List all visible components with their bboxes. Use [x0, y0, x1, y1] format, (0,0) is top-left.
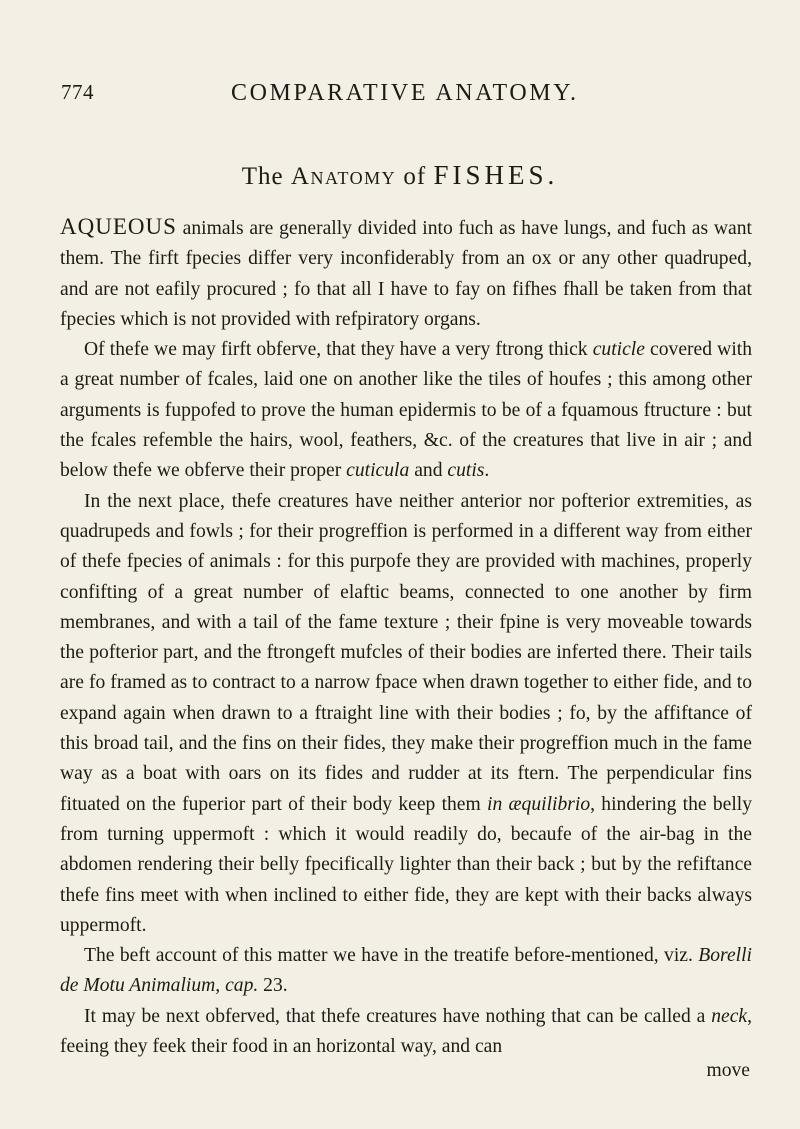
- term-cutis: cutis: [447, 460, 485, 482]
- page-number: 774: [61, 80, 94, 104]
- term-aequilibrio: in æquilibrio: [487, 793, 591, 815]
- paragraph-2-text-b: covered with a great number of fcales, laid one on another like the tiles of houfes ; this among other arguments is fuppofed to prove the human epidermis to be of a fquamous ftructure : but the fcales refemble the hairs, wool, feathers, &c. of the creatures that live in air ; and below thefe we obferve their proper: [60, 339, 752, 482]
- paragraph-1: [60, 212, 752, 335]
- paragraph-3-text-a: In the next place, thefe creatures have neither anterior nor pofterior extremities, as quadrupeds and fowls ; for their progreffion is performed in a different way from either of thefe fpecies of animals : for this purpofe they are provided with machines, properly confifting of a great number of elaftic beams, connected to one another by firm membranes, and with a tail of the fame texture ; their fpine is very moveable towards the pofterior part, and the ftrongeft mufcles of their bodies are inferted there. Their tails are fo framed as to contract to a narrow fpace when drawn together to either fide, and to expand again when drawn to a ftraight line with their bodies ; fo, by the affiftance of this broad tail, and the fins on their fides, they make their progreffion much in the fame way as a boat with oars on its fides and rudder at its ftern. The perpendicular fins fituated on the fuperior part of their body keep them: [60, 490, 752, 815]
- title-fishes: FISHES.: [433, 160, 559, 190]
- paragraph-5-text-a: It may be next obferved, that thefe creatures have nothing that can be called a: [84, 1005, 712, 1027]
- citation: Borelli de Motu Animalium, cap.: [60, 945, 752, 997]
- paragraph-4-text-a: The beft account of this matter we have in the treatife before-mentioned, viz.: [84, 945, 699, 967]
- paragraph-2: [60, 335, 752, 486]
- paragraph-2-text-c: and: [409, 460, 448, 482]
- title-the: The: [241, 163, 284, 190]
- term-neck: neck: [711, 1005, 748, 1027]
- body-text: [60, 212, 752, 1062]
- paragraph-3: [60, 487, 752, 941]
- paragraph-5: [60, 1002, 752, 1063]
- paragraph-4: [60, 941, 752, 1002]
- paragraph-4-text-b: 23.: [258, 975, 288, 997]
- paragraph-1-text: animals are generally divided into fuch as have lungs, and fuch as want them. The firft fpecies differ very inconfiderably from an ox or any other quadruped, and are not eafily procured ; fo that all I have to fay on fifhes fhall be taken from that fpecies which is not provided with refpiratory organs.: [60, 218, 752, 330]
- running-head: COMPARATIVE ANATOMY.: [231, 80, 579, 106]
- term-cuticle: cuticle: [592, 339, 645, 361]
- title-anatomy: Anatomy: [290, 163, 397, 190]
- opening-word: AQUEOUS: [60, 214, 177, 239]
- catchword: move: [706, 1060, 750, 1081]
- paragraph-2-text-a: Of thefe we may firft obferve, that they have a very ftrong thick: [84, 339, 593, 361]
- paragraph-2-text-d: .: [484, 460, 490, 482]
- paragraph-3-text-b: , hindering the belly from turning uppermoft : which it would readily do, becaufe of the air-bag in the abdomen rendering their belly fpecifically lighter than their back ; but by the refiftance thefe fins meet with when inclined to either fide, they are kept with their backs always uppermoft.: [60, 793, 753, 936]
- section-title: [0, 160, 800, 191]
- title-of: of: [403, 163, 427, 190]
- paragraph-5-text-b: , feeing they feek their food in an horizontal way, and can: [60, 1005, 752, 1058]
- page-header: [61, 80, 751, 116]
- term-cuticula: cuticula: [346, 460, 410, 482]
